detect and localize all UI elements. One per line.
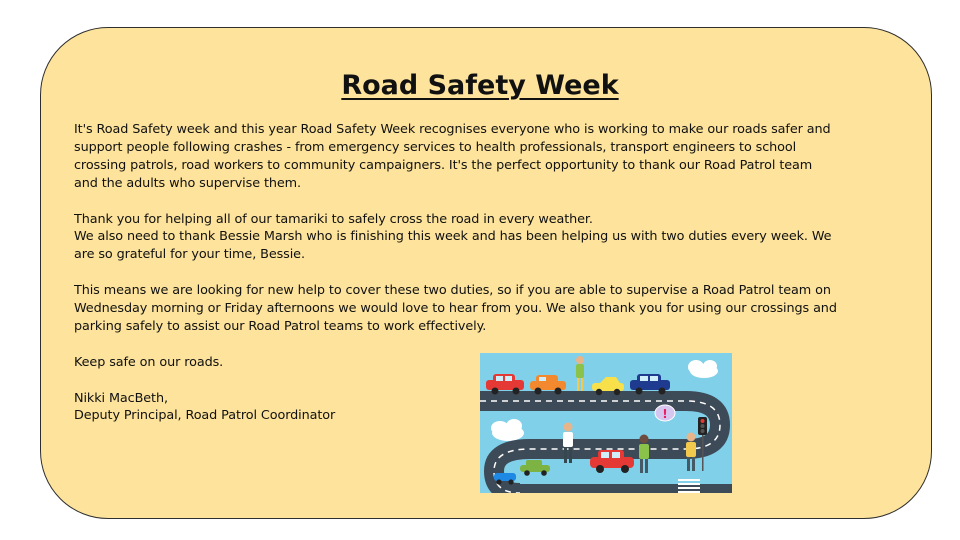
text-line: This means we are looking for new help to cover these two duties, so if you are able to supervise a Road Patrol team on	[74, 283, 831, 299]
text-line: Thank you for helping all of our tamariki to safely cross the road in every weather.	[74, 211, 593, 227]
text-line: We also need to thank Bessie Marsh who is finishing this week and has been helping us with two duties every week. We	[74, 229, 832, 245]
paragraph-thanks	[74, 211, 914, 265]
text-line: are so grateful for your time, Bessie.	[74, 247, 305, 263]
alert-bubble-icon	[655, 405, 675, 421]
svg-text:!: !	[662, 407, 668, 421]
road-safety-illustration	[480, 353, 732, 493]
signature-role: Deputy Principal, Road Patrol Coordinator	[74, 408, 336, 424]
text-line: parking safely to assist our Road Patrol teams to work effectively.	[74, 318, 487, 334]
text-line: and the adults who supervise them.	[74, 175, 301, 191]
text-line: Keep safe on our roads.	[74, 354, 224, 370]
cloud-icon	[491, 419, 524, 441]
paragraph-intro	[74, 121, 914, 193]
text-line: support people following crashes - from emergency services to health professionals, transport engineers to school	[74, 139, 797, 155]
text-line: It's Road Safety week and this year Road Safety Week recognises everyone who is working to make our roads safer and	[74, 122, 831, 137]
signature-name: Nikki MacBeth,	[74, 390, 168, 406]
page-title: Road Safety Week	[341, 70, 619, 101]
text-line: crossing patrols, road workers to community campaigners. It's the perfect opportunity to thank our Road Patrol team	[74, 157, 813, 173]
text-line: Wednesday morning or Friday afternoons we would love to hear from you. We also thank you for using our crossings and	[74, 301, 837, 317]
paragraph-help-wanted	[74, 282, 914, 336]
